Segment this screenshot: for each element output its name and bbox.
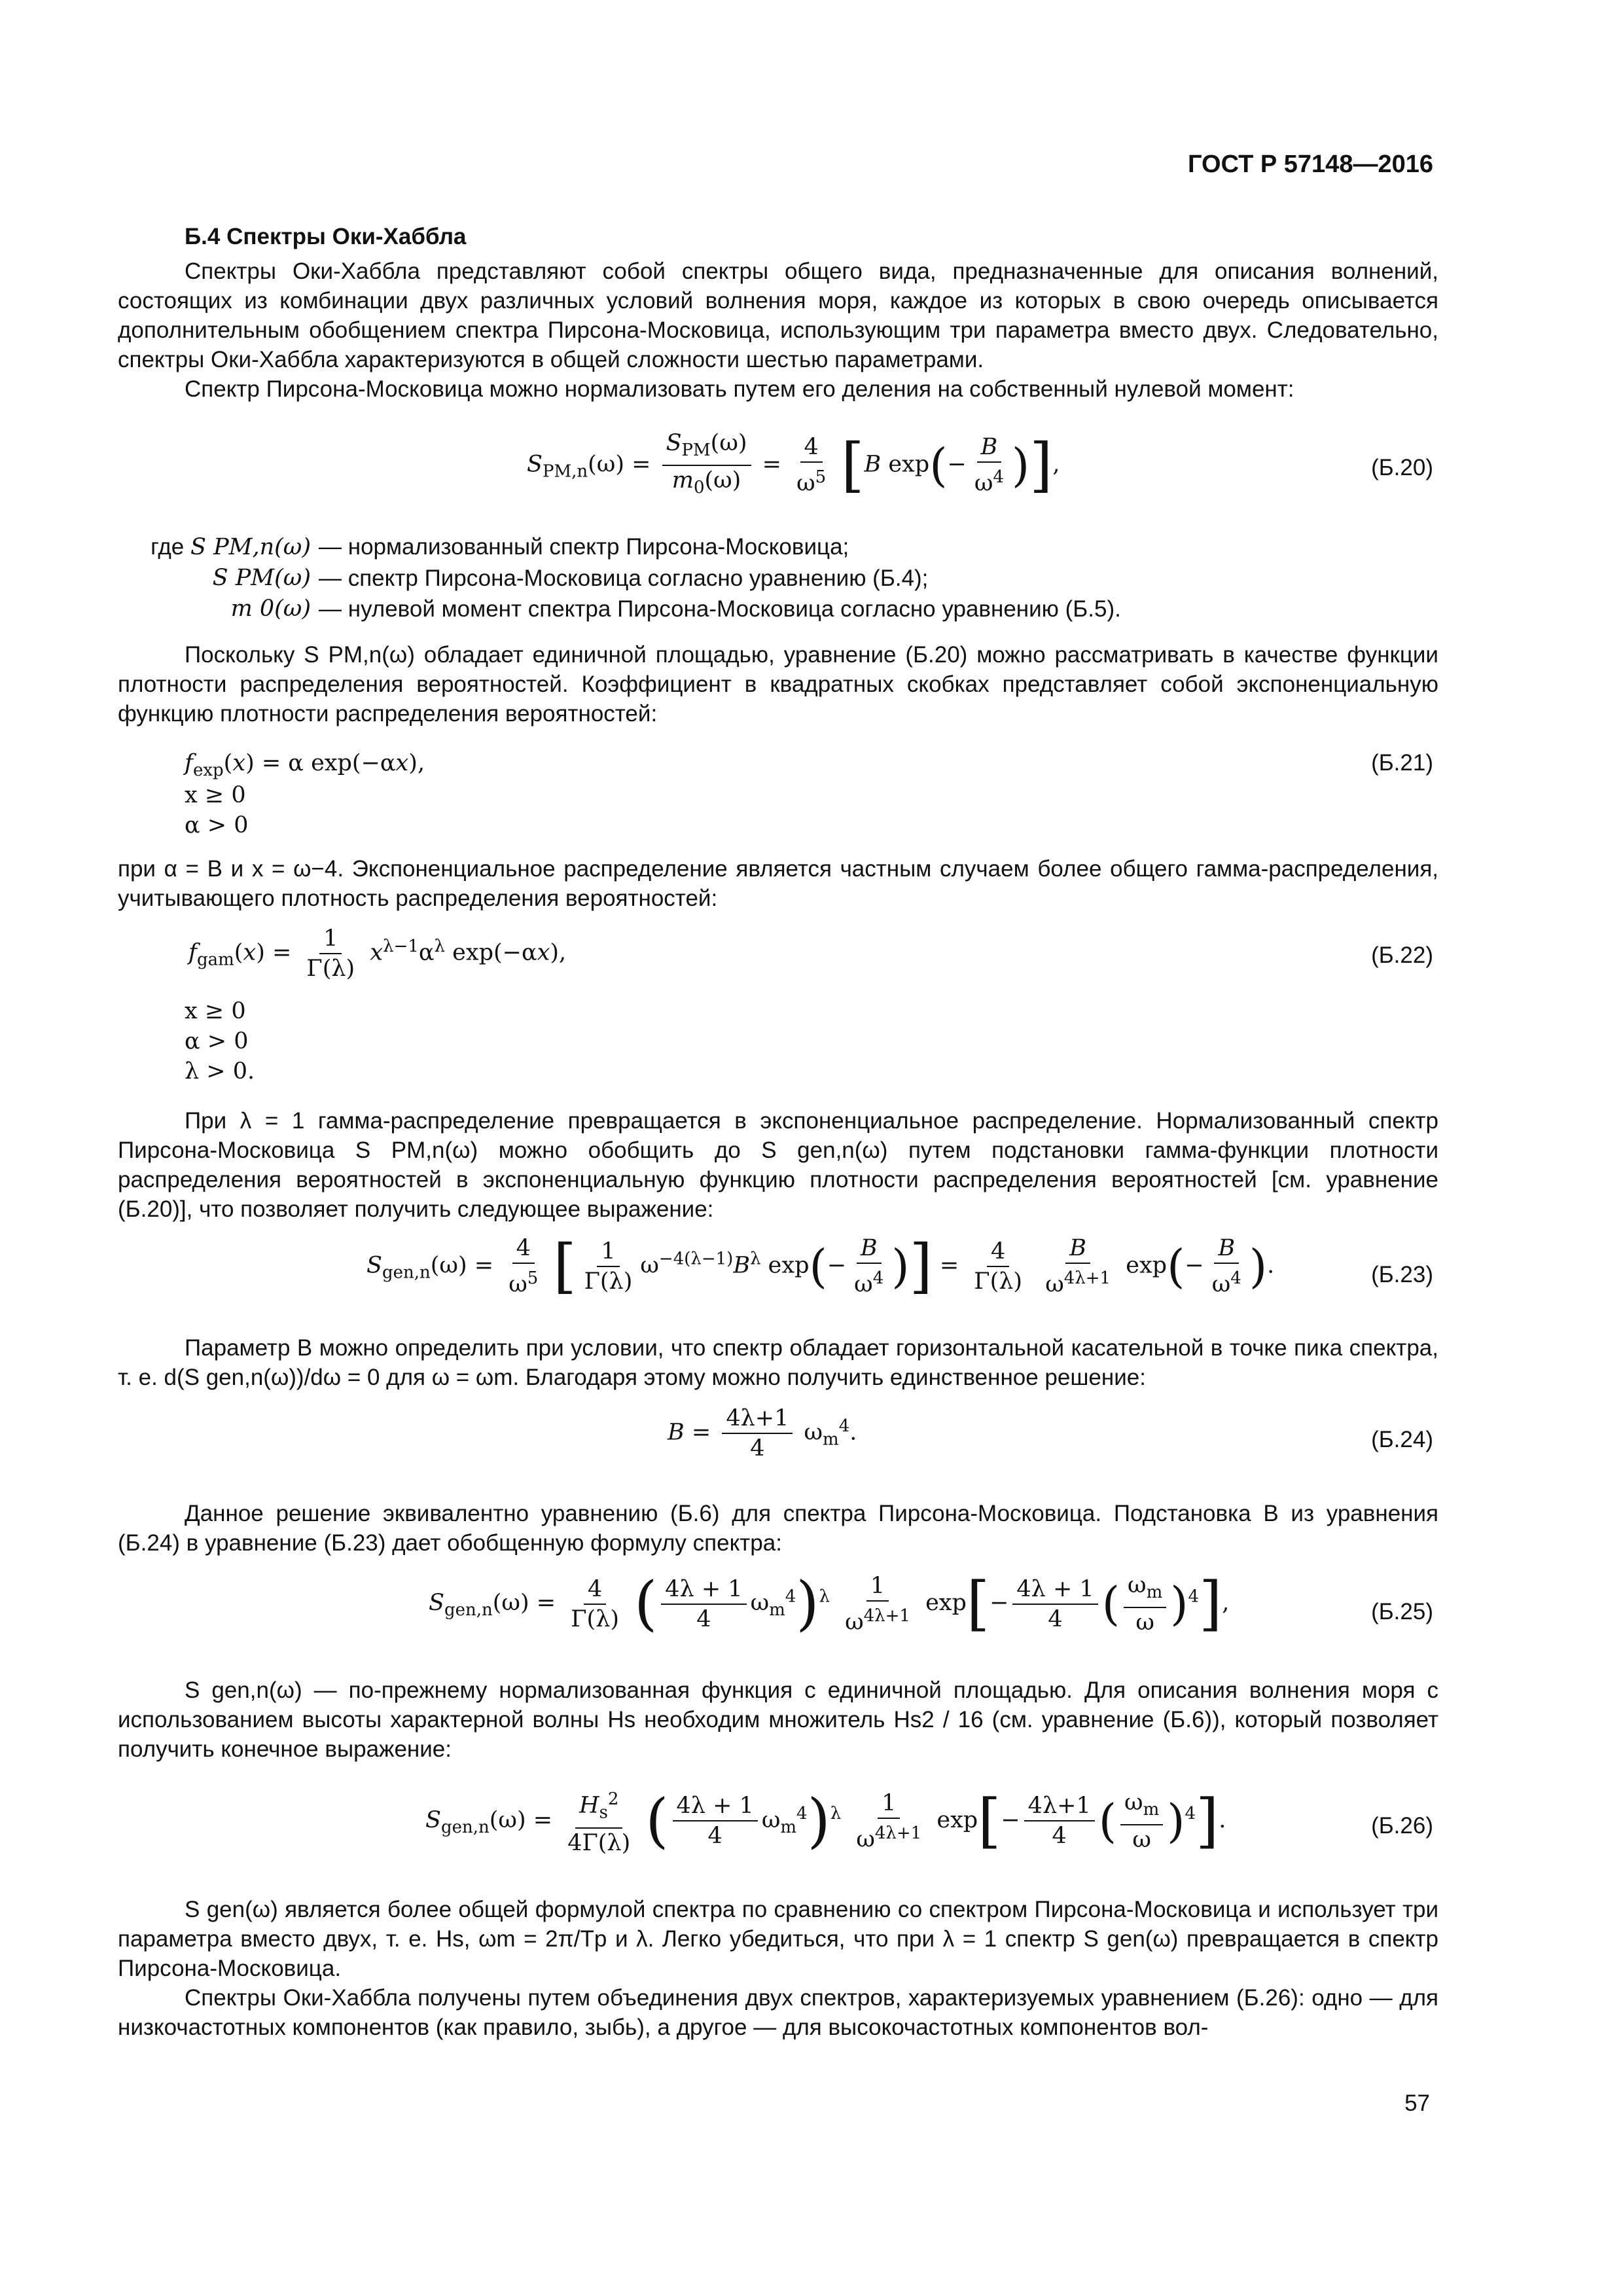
paragraph-block [118, 1106, 1438, 1224]
paragraph-block [118, 854, 1438, 913]
formula-b26: $S_{gen,n}(\omega)$ = $\frac{H_s^2}{4\Gamma(\lambda)}$ ( $\frac{4\lambda + 1}{4}$ $\omega_m^4)^\lambda$ $\frac{1}{\omega^{4\lambda+1}}$ exp[− $\frac{4\lambda+1}{4}$ ( $\frac{\omega_m}{\omega}$ )$^4$]. [425, 1785, 1226, 1857]
paragraph-block [118, 1676, 1438, 1764]
section-title: Б.4 Спектры Оки-Хаббла [185, 224, 467, 249]
paragraph-block [118, 640, 1438, 728]
definition-row: где S PM,n(ω) — нормализованный спектр Пирсона-Московица; [118, 531, 1121, 563]
definition-row: S PM(ω) — спектр Пирсона-Московица согласно уравнению (Б.4); [118, 563, 1121, 594]
standard-code: ГОСТ Р 57148—2016 [1188, 151, 1433, 178]
paragraph: При λ = 1 гамма-распределение превращается в экспоненциальное распределение. Нормализованный спектр Пирсона-Московица S PM,n(ω) можно обобщить до S gen,n(ω) путем подстановки гамма-функции плотности распределения вероятностей в экспоненциальную функцию плотности распределения вероятностей [см. уравнение (Б.20)], что позволяет получить следующее выражение: [118, 1108, 1438, 1222]
paragraph: Поскольку S PM,n(ω) обладает единичной площадью, уравнение (Б.20) можно рассматривать в качестве функции плотности распределения вероятностей. Коэффициент в квадратных скобках представляет собой экспоненциальную функцию плотности распределения вероятностей: [118, 642, 1438, 726]
equation-number: (Б.24) [1371, 1427, 1433, 1452]
equation-number: (Б.20) [1371, 455, 1433, 480]
symbol-definitions [118, 531, 1121, 624]
paragraph: S gen(ω) является более общей формулой спектра по сравнению со спектром Пирсона-Московица и использует три параметра вместо двух, т. е. Hs, ωm = 2π/Tp и λ. Легко убедиться, что при λ = 1 спектр S gen(ω) превращается в спектр Пирсона-Московица. [118, 1897, 1438, 1981]
equation-number: (Б.26) [1371, 1813, 1433, 1839]
formula-b23: $S_{gen,n}(\omega)$ = $\frac{4}{\omega^5}$ [ $\frac{1}{\Gamma(\lambda)}$ $\omega^{-4(\lambda-1)}B^\lambda$ exp(− $\frac{B}{\omega^4}$ )] = $\frac{4}{\Gamma(\lambda)}$ $\frac{B}{\omega^{4\lambda+1}}$ exp(− $\frac{B}{\omega^4}$ ). [366, 1231, 1275, 1300]
definition-symbol: где S PM,n(ω) [151, 534, 311, 560]
paragraph: S gen,n(ω) — по-прежнему нормализованная функция с единичной площадью. Для описания волнения моря с использованием высоты характерной волны Hs необходим множитель Hs2 / 16 (см. уравнение (Б.6)), который позволяет получить конечное выражение: [118, 1677, 1438, 1762]
paragraph: Спектры Оки-Хаббла получены путем объединения двух спектров, характеризуемых уравнением (Б.26): одно — для низкочастотных компонентов (как правило, зыбь), а другое — для высокочастотных компонентов вол- [118, 1985, 1438, 2040]
paragraph: Параметр B можно определить при условии, что спектр обладает горизонтальной касательной в точке пика спектра, т. е. d(S gen,n(ω))/dω = 0 для ω = ωm. Благодаря этому можно получить единственное решение: [118, 1335, 1438, 1390]
equation-number: (Б.23) [1371, 1262, 1433, 1287]
definition-row: m 0(ω) — нулевой момент спектра Пирсона-Московица согласно уравнению (Б.5). [118, 594, 1121, 624]
conditions-b21: x ≥ 0 α > 0 [185, 782, 249, 838]
paragraph-block [118, 1333, 1438, 1392]
paragraph: Спектры Оки-Хаббла представляют собой спектры общего вида, предназначенные для описания волнений, состоящих из комбинации двух различных условий волнения моря, каждое из которых в свою очередь описывается дополнительным обобщением спектра Пирсона-Московица, использующим три параметра вместо двух. Следовательно, спектры Оки-Хаббла характеризуются в общей сложности шестью параметрами. [118, 259, 1438, 372]
equation-number: (Б.22) [1371, 942, 1433, 968]
conditions-b22: x ≥ 0 α > 0 λ > 0. [185, 998, 255, 1085]
definition-symbol: S PM(ω) [212, 565, 311, 591]
definition-symbol: m 0(ω) [230, 596, 311, 622]
paragraph: Спектр Пирсона-Московица можно нормализовать путем его деления на собственный нулевой момент: [185, 376, 1294, 402]
formula-b24: B = $\frac{4\lambda+1}{4}$ $\omega_m^4$. [668, 1405, 857, 1462]
formula-b20: $S_{PM,n}(\omega)$ = $\frac{S_{PM}(\omega)}{m_0(\omega)}$ = $\frac{4}{\omega^5}$ [B exp(− $\frac{B}{\omega^4}$ )], [527, 430, 1060, 499]
paragraph: при α = B и x = ω−4. Экспоненциальное распределение является частным случаем более общего гамма-распределения, учитывающего плотность распределения вероятностей: [118, 856, 1438, 911]
equation-number: (Б.25) [1371, 1599, 1433, 1624]
paragraph-block [118, 1499, 1438, 1558]
paragraph-block [118, 1895, 1438, 2042]
equation-number: (Б.21) [1371, 750, 1433, 776]
page-number: 57 [1404, 2090, 1430, 2116]
formula-b22: $f_{gam}(x)$ = $\frac{1}{\Gamma(\lambda)}$ $x^{\lambda-1}\alpha^\lambda$ exp(−αx), [188, 925, 567, 982]
formula-b25: $S_{gen,n}(\omega)$ = $\frac{4}{\Gamma(\lambda)}$ ( $\frac{4\lambda + 1}{4}$ $\omega_m^4)^\lambda$ $\frac{1}{\omega^{4\lambda+1}}$ exp[− $\frac{4\lambda + 1}{4}$ ( $\frac{\omega_m}{\omega}$ )$^4$], [429, 1569, 1230, 1638]
paragraph: Данное решение эквивалентно уравнению (Б.6) для спектра Пирсона-Московица. Подстановка B из уравнения (Б.24) в уравнение (Б.23) дает обобщенную формулу спектра: [118, 1501, 1438, 1556]
intro-paragraphs [118, 257, 1438, 404]
formula-b21: $f_{exp}(x) = \alpha$ exp(−αx), [185, 750, 425, 780]
